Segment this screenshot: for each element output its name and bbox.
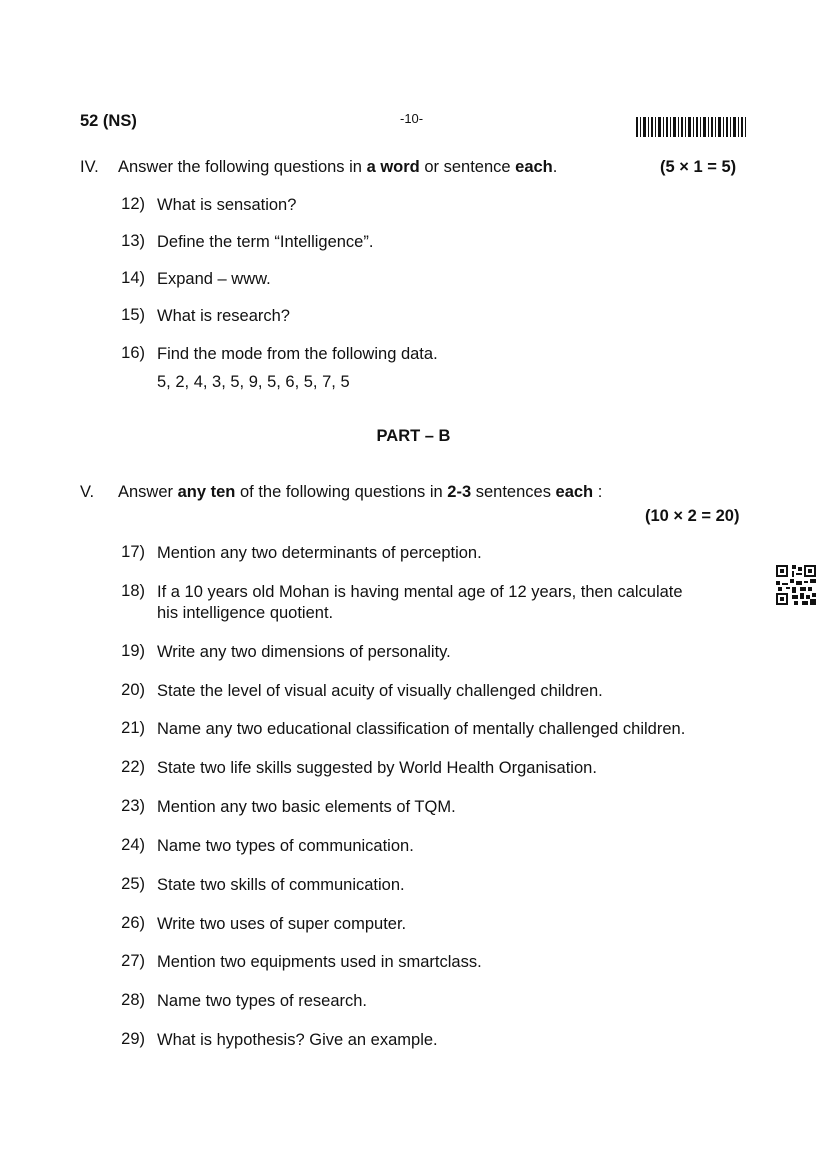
instruction-bold: any ten [177,483,236,501]
instruction-text: or sentence [419,158,516,176]
question-number: 15) [121,306,145,324]
question-number: 22) [121,758,145,776]
question-text: Write any two dimensions of personality. [157,643,451,661]
question-number: 21) [121,719,145,737]
question-text: What is sensation? [157,196,297,214]
question-number: 20) [121,681,145,699]
instruction-bold: each [515,158,553,176]
question-text: State the level of visual acuity of visually challenged children. [157,682,603,700]
instruction-text: of the following questions in [235,483,448,501]
question-text: State two life skills suggested by World Health Organisation. [157,759,597,777]
instruction-bold: a word [366,158,420,176]
question-number: 24) [121,836,145,854]
question-text: If a 10 years old Mohan is having mental age of 12 years, then calculate [157,583,683,601]
question-number: 29) [121,1030,145,1048]
question-text: Name any two educational classification of mentally challenged children. [157,720,686,738]
question-text: Find the mode from the following data. [157,345,438,363]
question-number: 13) [121,232,145,250]
section-iv-number: IV. [80,158,99,176]
section-v-marks: (10 × 2 = 20) [645,507,740,525]
instruction-text: sentences [471,483,556,501]
instruction-bold: each [555,483,594,501]
question-number: 17) [121,543,145,561]
instruction-text: Answer [118,483,178,501]
question-text: Mention any two basic elements of TQM. [157,798,456,816]
question-number: 26) [121,914,145,932]
instruction-text: Answer the following questions in [118,158,367,176]
question-text: What is hypothesis? Give an example. [157,1031,438,1049]
question-number: 23) [121,797,145,815]
question-number: 19) [121,642,145,660]
data-series: 5, 2, 4, 3, 5, 9, 5, 6, 5, 7, 5 [157,373,350,391]
barcode-icon [636,117,746,137]
instruction-text: : [593,483,603,501]
section-v-instruction [118,483,602,502]
part-b-heading: PART – B [376,427,451,445]
question-number: 27) [121,952,145,970]
question-text-continued: his intelligence quotient. [157,604,334,622]
instruction-bold: 2-3 [447,483,472,501]
section-v-number: V. [80,483,95,501]
qr-code-icon [776,565,816,605]
question-number: 12) [121,195,145,213]
question-text: Name two types of research. [157,992,368,1010]
question-number: 16) [121,344,145,362]
question-text: What is research? [157,307,290,325]
page-number: -10- [400,111,424,126]
question-text: Mention two equipments used in smartclass. [157,953,482,971]
question-number: 25) [121,875,145,893]
question-text: Expand – www. [157,270,271,288]
instruction-text: . [552,158,558,176]
paper-code: 52 (NS) [80,112,137,130]
question-text: State two skills of communication. [157,876,405,894]
question-text: Mention any two determinants of perception. [157,544,482,562]
section-iv-instruction [118,158,557,177]
question-text: Name two types of communication. [157,837,414,855]
question-number: 28) [121,991,145,1009]
question-text: Write two uses of super computer. [157,915,407,933]
question-text: Define the term “Intelligence”. [157,233,374,251]
question-number: 14) [121,269,145,287]
section-iv-marks: (5 × 1 = 5) [660,158,737,176]
question-number: 18) [121,582,145,600]
